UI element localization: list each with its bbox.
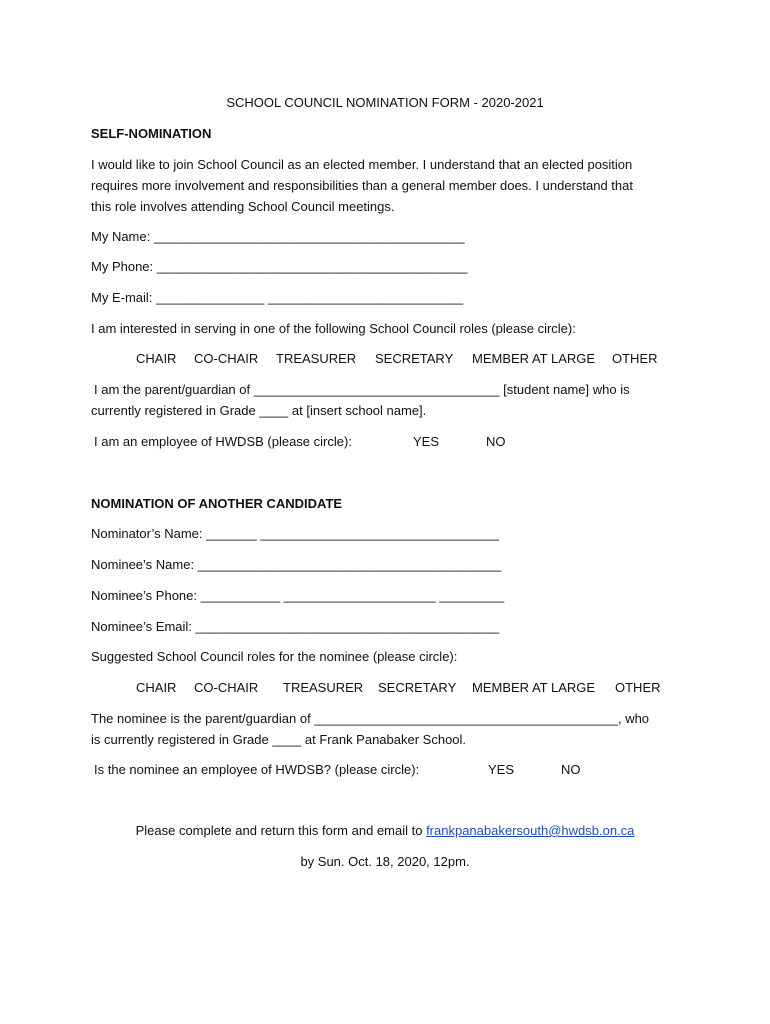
other-parent-line-2[interactable]: is currently registered in Grade ____ at Frank Panabaker School. <box>91 732 467 747</box>
self-role-co-chair[interactable]: CO-CHAIR <box>194 351 259 366</box>
other-role-member-at-large[interactable]: MEMBER AT LARGE <box>472 680 596 695</box>
other-employee-prompt: Is the nominee an employee of HWDSB? (please circle): <box>94 762 420 777</box>
other-role-other[interactable]: OTHER <box>615 680 661 695</box>
contact-email-link[interactable]: frankpanabakersouth@hwdsb.on.ca <box>426 823 635 838</box>
other-role-treasurer[interactable]: TREASURER <box>283 680 364 695</box>
nominee-name-field[interactable]: Nominee’s Name: __________________________________________ <box>91 557 502 572</box>
other-employee-no[interactable]: NO <box>561 762 581 777</box>
other-role-co-chair[interactable]: CO-CHAIR <box>194 680 259 695</box>
my-name-field[interactable]: My Name: ___________________________________________ <box>91 229 465 244</box>
footer-instruction-line <box>0 823 770 839</box>
self-role-member-at-large[interactable]: MEMBER AT LARGE <box>472 351 596 366</box>
self-roles-prompt: I am interested in serving in one of the following School Council roles (please circle): <box>91 321 576 336</box>
self-role-other[interactable]: OTHER <box>612 351 658 366</box>
other-role-chair[interactable]: CHAIR <box>136 680 177 695</box>
nominee-phone-field[interactable]: Nominee’s Phone: ___________ _____________________ _________ <box>91 588 505 603</box>
footer-instruction: Please complete and return this form and email to <box>135 823 427 838</box>
nominator-name-field[interactable]: Nominator’s Name: _______ _________________________________ <box>91 526 499 541</box>
other-roles-prompt: Suggested School Council roles for the nominee (please circle): <box>91 649 458 664</box>
intro-line-3: this role involves attending School Council meetings. <box>91 199 395 214</box>
other-role-secretary[interactable]: SECRETARY <box>378 680 457 695</box>
other-nomination-heading: NOMINATION OF ANOTHER CANDIDATE <box>91 496 343 511</box>
self-employee-yes[interactable]: YES <box>413 434 440 449</box>
self-employee-no[interactable]: NO <box>486 434 506 449</box>
my-email-field[interactable]: My E-mail: _______________ ___________________________ <box>91 290 464 305</box>
self-role-treasurer[interactable]: TREASURER <box>276 351 357 366</box>
self-parent-line-2[interactable]: currently registered in Grade ____ at [insert school name]. <box>91 403 427 418</box>
other-employee-yes[interactable]: YES <box>488 762 515 777</box>
intro-line-1: I would like to join School Council as an elected member. I understand that an elected position <box>91 157 633 172</box>
my-phone-field[interactable]: My Phone: ___________________________________________ <box>91 259 468 274</box>
self-parent-line-1[interactable]: I am the parent/guardian of __________________________________ [student name] who is <box>94 382 630 397</box>
self-role-chair[interactable]: CHAIR <box>136 351 177 366</box>
intro-line-2: requires more involvement and responsibilities than a general member does. I understand that <box>91 178 633 193</box>
page-title: SCHOOL COUNCIL NOMINATION FORM - 2020-2021 <box>226 95 544 110</box>
other-parent-line-1[interactable]: The nominee is the parent/guardian of __________________________________________, who <box>91 711 650 726</box>
footer-deadline: by Sun. Oct. 18, 2020, 12pm. <box>300 854 470 869</box>
self-nomination-heading: SELF-NOMINATION <box>91 126 212 141</box>
self-role-secretary[interactable]: SECRETARY <box>375 351 454 366</box>
nominee-email-field[interactable]: Nominee’s Email: __________________________________________ <box>91 619 500 634</box>
self-employee-prompt: I am an employee of HWDSB (please circle): <box>94 434 352 449</box>
